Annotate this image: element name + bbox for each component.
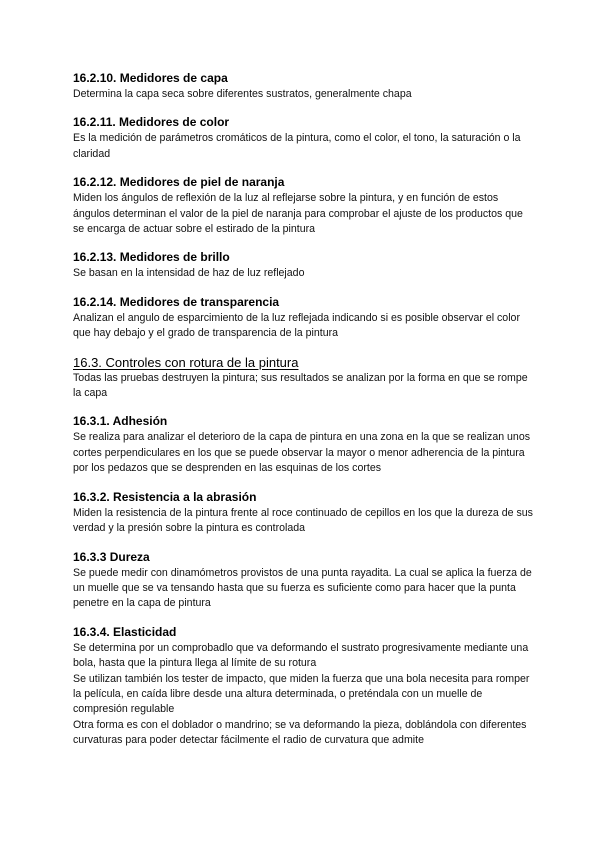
section-paragraph: Analizan el angulo de esparcimiento de la luz reflejada indicando si es posible observar el color que hay debajo y el grado de transparencia de la pintura [73, 311, 520, 340]
document-section [73, 414, 533, 476]
document-section [73, 115, 533, 162]
document-section [73, 175, 533, 237]
section-heading: 16.3.2. Resistencia a la abrasión [73, 489, 257, 504]
section-paragraph: Otra forma es con el doblador o mandrino; se va deformando la pieza, doblándola con diferentes curvaturas para poder detectar fácilmente el radio de curvatura que admite [73, 718, 527, 747]
section-paragraph: Se basan en la intensidad de haz de luz reflejado [73, 267, 305, 280]
document-section [73, 295, 533, 342]
section-paragraph: Se determina por un comprobadlo que va deformando el sustrato progresivamente mediante una bola, hasta que la pintura llega al límite de su rotura [73, 641, 529, 670]
section-paragraph: Miden la resistencia de la pintura frente al roce continuado de cepillos en los que la dureza de sus verdad y la presión sobre la pintura es controlada [73, 506, 533, 535]
section-heading: 16.2.12. Medidores de piel de naranja [73, 175, 285, 190]
document-section [73, 250, 533, 281]
section-heading: 16.3.3 Dureza [73, 549, 150, 564]
document-section [73, 625, 533, 749]
document-section [73, 355, 533, 402]
document-section [73, 490, 533, 537]
section-heading: 16.2.11. Medidores de color [73, 115, 230, 130]
document-section [73, 550, 533, 612]
document-page [73, 71, 533, 762]
section-main-heading: 16.3. Controles con rotura de la pintura [73, 354, 299, 370]
document-section [73, 71, 533, 102]
section-paragraph: Es la medición de parámetros cromáticos de la pintura, como el color, el tono, la saturación o la claridad [73, 132, 521, 160]
section-heading: 16.3.4. Elasticidad [73, 624, 177, 639]
section-heading: 16.2.10. Medidores de capa [73, 71, 228, 85]
section-heading: 16.2.14. Medidores de transparencia [73, 294, 280, 309]
section-paragraph: Se puede medir con dinamómetros provistos de una punta rayadita. La cual se aplica la fuerza de un muelle que se va tensando hasta que su fuerza es suficiente como para hacer que la punta penetre en la capa de pintura [73, 566, 532, 610]
section-paragraph: Todas las pruebas destruyen la pintura; sus resultados se analizan por la forma en que se rompe la capa [73, 371, 528, 400]
section-paragraph: Determina la capa seca sobre diferentes sustratos, generalmente chapa [73, 88, 412, 100]
section-heading: 16.2.13. Medidores de brillo [73, 250, 230, 265]
section-paragraph: Se utilizan también los tester de impacto, que miden la fuerza que una bola necesita para romper la película, en caída libre desde una altura determinada, o preténdala con un muelle de compresión regulable [73, 672, 530, 716]
section-heading: 16.3.1. Adhesión [73, 414, 168, 429]
section-paragraph: Miden los ángulos de reflexión de la luz al reflejarse sobre la pintura, y en función de estos ángulos determinan el valor de la piel de naranja para comprobar el ajuste de los productos que se encarga de actuar sobre el estirado de la pintura [73, 192, 523, 236]
section-paragraph: Se realiza para analizar el deterioro de la capa de pintura en una zona en la que se realizan unos cortes perpendiculares en los que se puede observar la mayor o menor adherencia de la pintura por los pedazos que se desprenden en las esquinas de los cortes [73, 431, 531, 475]
